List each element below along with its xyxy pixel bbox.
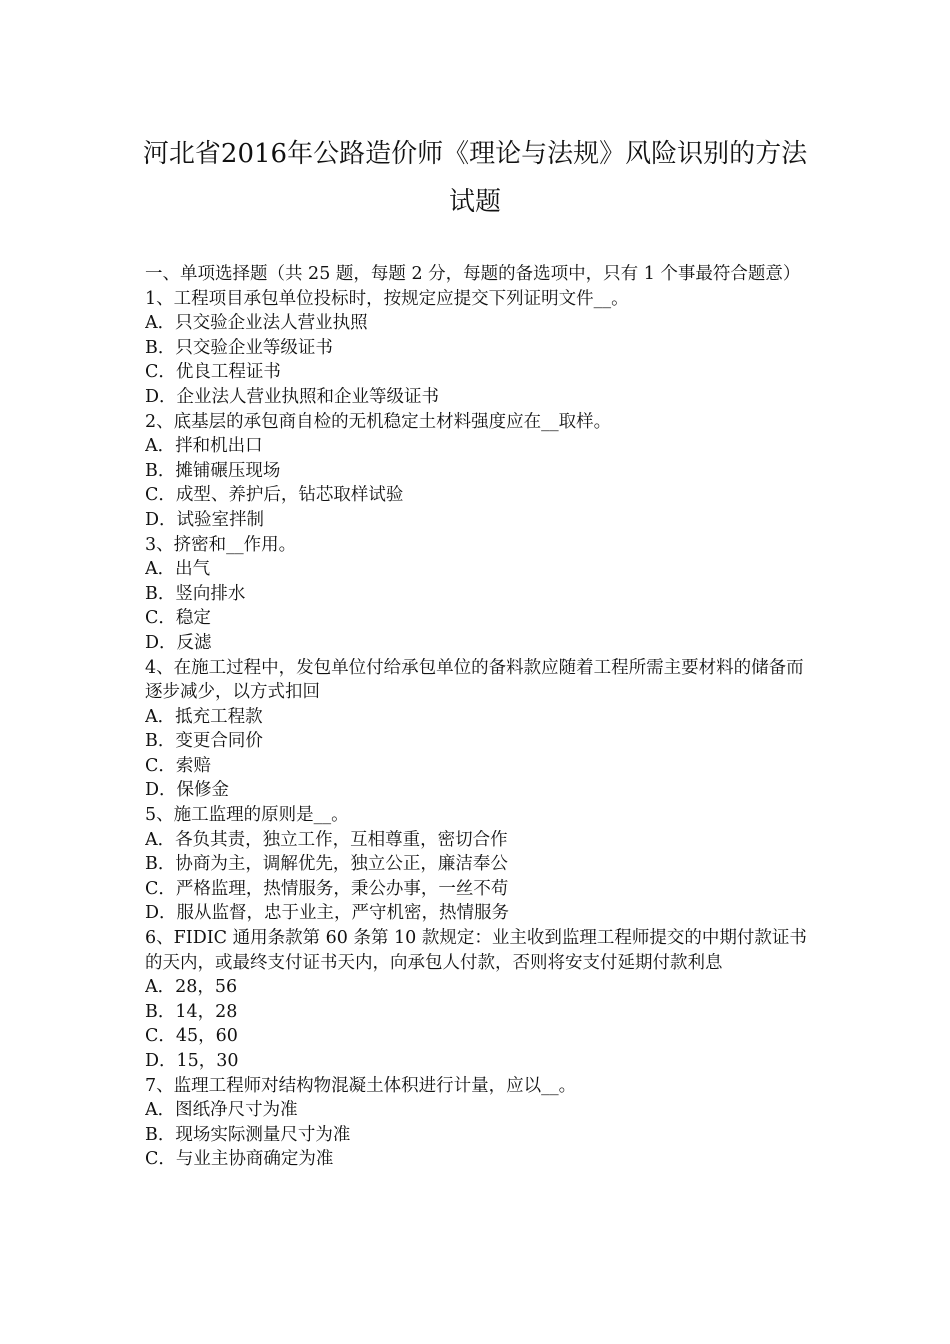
question-4 xyxy=(145,656,815,804)
question-stem: 7、监理工程师对结构物混凝土体积进行计量，应以__。 xyxy=(145,1075,577,1096)
option-b: B．14，28 xyxy=(145,1001,238,1022)
question-stem: 2、底基层的承包商自检的无机稳定土材料强度应在__取样。 xyxy=(145,411,612,432)
question-3 xyxy=(145,533,815,656)
question-5 xyxy=(145,803,815,926)
option-a: A．图纸净尺寸为准 xyxy=(145,1100,298,1121)
document-title xyxy=(120,130,830,226)
title-line-2: 试题 xyxy=(448,187,501,217)
option-a: A．拌和机出口 xyxy=(145,436,263,457)
option-c: C．与业主协商确定为准 xyxy=(145,1149,334,1170)
option-d: D．保修金 xyxy=(145,780,230,801)
option-c: C．成型、养护后，钻芯取样试验 xyxy=(145,485,404,506)
option-d: D．15，30 xyxy=(145,1051,239,1071)
title-line-1: 河北省2016年公路造价师《理论与法规》风险识别的方法 xyxy=(142,139,808,169)
question-stem: 6、FIDIC 通用条款第 60 条第 10 款规定：业主收到监理工程师提交的中期付款证书的天内，或最终支付证书天内，向承包人付款，否则将安支付延期付款利息 xyxy=(145,928,807,973)
option-a: A．只交验企业法人营业执照 xyxy=(145,313,368,334)
option-b: B．只交验企业等级证书 xyxy=(145,337,333,358)
question-7 xyxy=(145,1074,815,1172)
question-stem: 5、施工监理的原则是__。 xyxy=(145,805,349,826)
option-b: B．竖向排水 xyxy=(145,583,246,604)
option-a: A．出气 xyxy=(145,559,211,580)
option-c: C．索赔 xyxy=(145,755,211,776)
question-6 xyxy=(145,926,815,1074)
option-c: C．优良工程证书 xyxy=(145,362,281,383)
option-c: C．严格监理，热情服务，秉公办事，一丝不苟 xyxy=(145,878,509,899)
option-b: B．现场实际测量尺寸为准 xyxy=(145,1124,351,1145)
option-a: A．抵充工程款 xyxy=(145,706,263,727)
document-body xyxy=(145,262,815,1172)
option-a: A．各负其责，独立工作，互相尊重，密切合作 xyxy=(145,829,508,850)
option-c: C．45，60 xyxy=(145,1026,238,1047)
option-c: C．稳定 xyxy=(145,608,211,629)
question-1 xyxy=(145,287,815,410)
option-a: A．28，56 xyxy=(145,977,238,998)
option-d: D．企业法人营业执照和企业等级证书 xyxy=(145,386,440,407)
option-d: D．反滤 xyxy=(145,632,212,653)
question-stem: 1、工程项目承包单位投标时，按规定应提交下列证明文件__。 xyxy=(145,288,629,309)
question-stem: 4、在施工过程中，发包单位付给承包单位的备料款应随着工程所需主要材料的储备而逐步减少，以方式扣回 xyxy=(145,657,804,703)
section-heading: 一、单项选择题（共 25 题，每题 2 分，每题的备选项中，只有 1 个事最符合题意） xyxy=(145,264,801,284)
option-d: D．试验室拌制 xyxy=(145,509,265,530)
option-b: B．协商为主，调解优先，独立公正，廉洁奉公 xyxy=(145,854,508,875)
option-b: B．摊铺碾压现场 xyxy=(145,460,281,481)
question-stem: 3、挤密和__作用。 xyxy=(145,534,297,555)
question-2 xyxy=(145,410,815,533)
option-d: D．服从监督，忠于业主，严守机密，热情服务 xyxy=(145,903,510,924)
option-b: B．变更合同价 xyxy=(145,731,263,752)
